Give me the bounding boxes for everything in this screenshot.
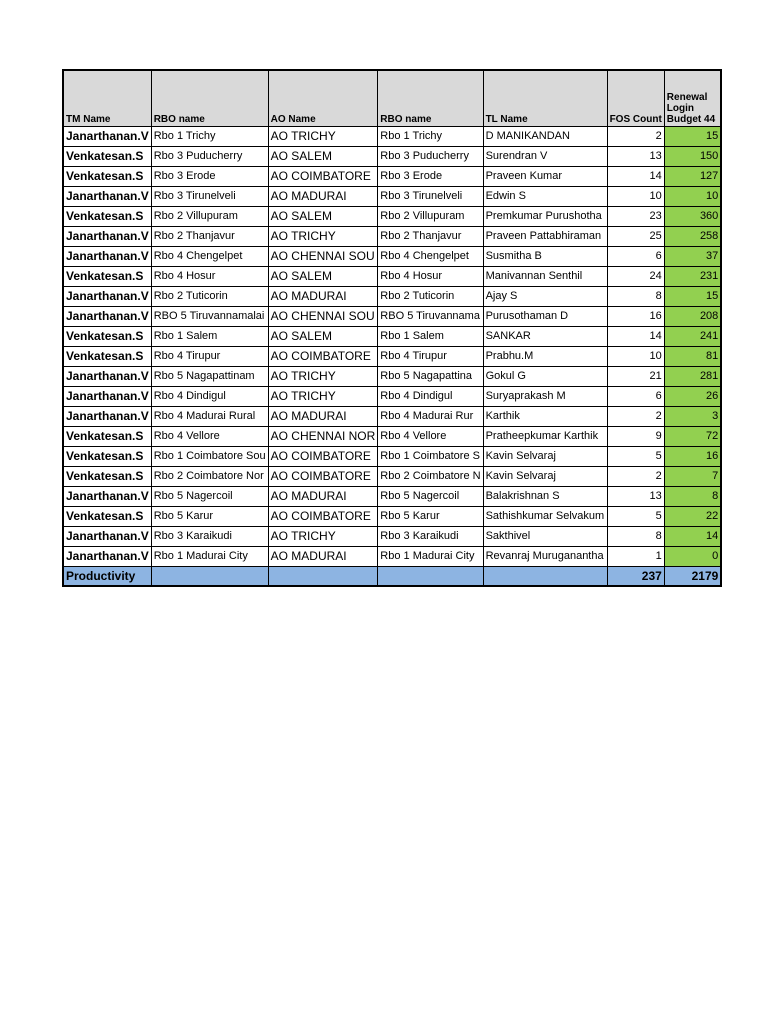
- rbo-name-2-cell: Rbo 3 Erode: [378, 167, 483, 187]
- budget-cell: 81: [664, 347, 721, 367]
- total-empty-cell: [151, 567, 268, 587]
- table-row: [63, 267, 721, 287]
- tm-name-cell: Janarthanan.V: [63, 227, 151, 247]
- rbo-name-cell: Rbo 1 Coimbatore Sou: [151, 447, 268, 467]
- header-rbo-name: RBO name: [151, 70, 268, 127]
- rbo-name-cell: RBO 5 Tiruvannamalai: [151, 307, 268, 327]
- ao-name-cell: AO TRICHY: [268, 527, 378, 547]
- ao-name-cell: AO MADURAI: [268, 407, 378, 427]
- table-row: [63, 467, 721, 487]
- rbo-name-2-cell: Rbo 2 Coimbatore N: [378, 467, 483, 487]
- tm-name-cell: Janarthanan.V: [63, 307, 151, 327]
- tl-name-cell: SANKAR: [483, 327, 607, 347]
- tm-name-cell: Janarthanan.V: [63, 187, 151, 207]
- fos-count-cell: 8: [607, 527, 664, 547]
- table-row: [63, 307, 721, 327]
- ao-name-cell: AO TRICHY: [268, 367, 378, 387]
- ao-name-cell: AO COIMBATORE: [268, 447, 378, 467]
- rbo-name-2-cell: Rbo 4 Vellore: [378, 427, 483, 447]
- table-row: [63, 147, 721, 167]
- tm-name-cell: Venkatesan.S: [63, 327, 151, 347]
- tm-name-cell: Venkatesan.S: [63, 447, 151, 467]
- rbo-name-2-cell: Rbo 4 Dindigul: [378, 387, 483, 407]
- tl-name-cell: Praveen Kumar: [483, 167, 607, 187]
- table-row: [63, 207, 721, 227]
- ao-name-cell: AO MADURAI: [268, 547, 378, 567]
- tl-name-cell: Praveen Pattabhiraman: [483, 227, 607, 247]
- fos-count-cell: 5: [607, 507, 664, 527]
- table-row: [63, 427, 721, 447]
- ao-name-cell: AO COIMBATORE: [268, 507, 378, 527]
- rbo-name-2-cell: Rbo 3 Tirunelveli: [378, 187, 483, 207]
- rbo-name-2-cell: Rbo 1 Salem: [378, 327, 483, 347]
- ao-name-cell: AO CHENNAI SOU: [268, 247, 378, 267]
- tl-name-cell: Gokul G: [483, 367, 607, 387]
- table-row: [63, 387, 721, 407]
- rbo-name-2-cell: Rbo 3 Karaikudi: [378, 527, 483, 547]
- table-row: [63, 247, 721, 267]
- rbo-name-cell: Rbo 1 Madurai City: [151, 547, 268, 567]
- total-budget: 2179: [664, 567, 721, 587]
- tm-name-cell: Janarthanan.V: [63, 487, 151, 507]
- tm-name-cell: Venkatesan.S: [63, 167, 151, 187]
- budget-cell: 3: [664, 407, 721, 427]
- ao-name-cell: AO SALEM: [268, 147, 378, 167]
- ao-name-cell: AO COIMBATORE: [268, 467, 378, 487]
- rbo-name-cell: Rbo 4 Chengelpet: [151, 247, 268, 267]
- budget-cell: 72: [664, 427, 721, 447]
- data-table: [62, 69, 722, 587]
- rbo-name-cell: Rbo 5 Nagapattinam: [151, 367, 268, 387]
- header-ao-name: AO Name: [268, 70, 378, 127]
- tl-name-cell: Karthik: [483, 407, 607, 427]
- fos-count-cell: 13: [607, 147, 664, 167]
- fos-count-cell: 1: [607, 547, 664, 567]
- fos-count-cell: 2: [607, 467, 664, 487]
- budget-cell: 0: [664, 547, 721, 567]
- tm-name-cell: Janarthanan.V: [63, 247, 151, 267]
- ao-name-cell: AO COIMBATORE: [268, 167, 378, 187]
- total-empty-cell: [378, 567, 483, 587]
- rbo-name-2-cell: Rbo 2 Villupuram: [378, 207, 483, 227]
- tm-name-cell: Janarthanan.V: [63, 367, 151, 387]
- tm-name-cell: Venkatesan.S: [63, 207, 151, 227]
- budget-cell: 16: [664, 447, 721, 467]
- tm-name-cell: Venkatesan.S: [63, 347, 151, 367]
- table-row: [63, 507, 721, 527]
- budget-cell: 150: [664, 147, 721, 167]
- rbo-name-2-cell: Rbo 2 Tuticorin: [378, 287, 483, 307]
- tm-name-cell: Venkatesan.S: [63, 147, 151, 167]
- tm-name-cell: Venkatesan.S: [63, 427, 151, 447]
- tl-name-cell: Manivannan Senthil: [483, 267, 607, 287]
- header-tm-name: TM Name: [63, 70, 151, 127]
- fos-count-cell: 25: [607, 227, 664, 247]
- ao-name-cell: AO MADURAI: [268, 287, 378, 307]
- rbo-name-cell: Rbo 1 Trichy: [151, 127, 268, 147]
- rbo-name-2-cell: Rbo 1 Madurai City: [378, 547, 483, 567]
- tm-name-cell: Venkatesan.S: [63, 507, 151, 527]
- header-fos-count: FOS Count: [607, 70, 664, 127]
- rbo-name-cell: Rbo 3 Puducherry: [151, 147, 268, 167]
- table-row: [63, 367, 721, 387]
- budget-cell: 14: [664, 527, 721, 547]
- tl-name-cell: Surendran V: [483, 147, 607, 167]
- rbo-name-2-cell: Rbo 4 Tirupur: [378, 347, 483, 367]
- ao-name-cell: AO SALEM: [268, 327, 378, 347]
- rbo-name-2-cell: Rbo 1 Coimbatore S: [378, 447, 483, 467]
- rbo-name-cell: Rbo 4 Tirupur: [151, 347, 268, 367]
- table-row: [63, 447, 721, 467]
- rbo-name-cell: Rbo 3 Karaikudi: [151, 527, 268, 547]
- rbo-name-cell: Rbo 2 Coimbatore Nor: [151, 467, 268, 487]
- tl-name-cell: Suryaprakash M: [483, 387, 607, 407]
- ao-name-cell: AO CHENNAI NOR: [268, 427, 378, 447]
- tl-name-cell: Purusothaman D: [483, 307, 607, 327]
- header-renewal-budget: Renewal Login Budget 44: [664, 70, 721, 127]
- rbo-name-2-cell: Rbo 4 Madurai Rur: [378, 407, 483, 427]
- tl-name-cell: Susmitha B: [483, 247, 607, 267]
- rbo-name-2-cell: Rbo 5 Nagercoil: [378, 487, 483, 507]
- rbo-name-cell: Rbo 4 Madurai Rural: [151, 407, 268, 427]
- budget-cell: 26: [664, 387, 721, 407]
- ao-name-cell: AO COIMBATORE: [268, 347, 378, 367]
- fos-count-cell: 8: [607, 287, 664, 307]
- budget-cell: 208: [664, 307, 721, 327]
- tm-name-cell: Janarthanan.V: [63, 547, 151, 567]
- budget-cell: 241: [664, 327, 721, 347]
- budget-cell: 281: [664, 367, 721, 387]
- rbo-name-2-cell: RBO 5 Tiruvannama: [378, 307, 483, 327]
- tl-name-cell: Prabhu.M: [483, 347, 607, 367]
- rbo-name-2-cell: Rbo 1 Trichy: [378, 127, 483, 147]
- rbo-name-2-cell: Rbo 5 Karur: [378, 507, 483, 527]
- rbo-name-cell: Rbo 2 Tuticorin: [151, 287, 268, 307]
- budget-cell: 127: [664, 167, 721, 187]
- ao-name-cell: AO TRICHY: [268, 387, 378, 407]
- ao-name-cell: AO TRICHY: [268, 227, 378, 247]
- tl-name-cell: Kavin Selvaraj: [483, 467, 607, 487]
- total-label: Productivity: [63, 567, 151, 587]
- table-row: [63, 487, 721, 507]
- ao-name-cell: AO TRICHY: [268, 127, 378, 147]
- tl-name-cell: Balakrishnan S: [483, 487, 607, 507]
- budget-cell: 231: [664, 267, 721, 287]
- rbo-name-cell: Rbo 2 Villupuram: [151, 207, 268, 227]
- tl-name-cell: Sathishkumar Selvakum: [483, 507, 607, 527]
- table-row: [63, 327, 721, 347]
- tl-name-cell: Kavin Selvaraj: [483, 447, 607, 467]
- table-row: [63, 127, 721, 147]
- fos-count-cell: 13: [607, 487, 664, 507]
- rbo-name-cell: Rbo 3 Tirunelveli: [151, 187, 268, 207]
- budget-cell: 15: [664, 287, 721, 307]
- fos-count-cell: 16: [607, 307, 664, 327]
- rbo-name-2-cell: Rbo 4 Hosur: [378, 267, 483, 287]
- fos-count-cell: 14: [607, 167, 664, 187]
- ao-name-cell: AO SALEM: [268, 267, 378, 287]
- rbo-name-cell: Rbo 5 Nagercoil: [151, 487, 268, 507]
- ao-name-cell: AO MADURAI: [268, 487, 378, 507]
- rbo-name-2-cell: Rbo 3 Puducherry: [378, 147, 483, 167]
- table-row: [63, 527, 721, 547]
- tl-name-cell: D MANIKANDAN: [483, 127, 607, 147]
- total-row: [63, 567, 721, 587]
- rbo-name-cell: Rbo 4 Vellore: [151, 427, 268, 447]
- tl-name-cell: Premkumar Purushotha: [483, 207, 607, 227]
- tm-name-cell: Janarthanan.V: [63, 127, 151, 147]
- rbo-name-cell: Rbo 4 Hosur: [151, 267, 268, 287]
- table-row: [63, 407, 721, 427]
- fos-count-cell: 2: [607, 407, 664, 427]
- fos-count-cell: 10: [607, 187, 664, 207]
- header-tl-name: TL Name: [483, 70, 607, 127]
- total-empty-cell: [483, 567, 607, 587]
- rbo-name-cell: Rbo 4 Dindigul: [151, 387, 268, 407]
- rbo-name-cell: Rbo 5 Karur: [151, 507, 268, 527]
- fos-count-cell: 24: [607, 267, 664, 287]
- table-row: [63, 347, 721, 367]
- tl-name-cell: Revanraj Muruganantha: [483, 547, 607, 567]
- budget-cell: 37: [664, 247, 721, 267]
- header-row: [63, 70, 721, 127]
- table-row: [63, 227, 721, 247]
- header-rbo-name-2: RBO name: [378, 70, 483, 127]
- rbo-name-2-cell: Rbo 5 Nagapattina: [378, 367, 483, 387]
- fos-count-cell: 21: [607, 367, 664, 387]
- ao-name-cell: AO MADURAI: [268, 187, 378, 207]
- fos-count-cell: 2: [607, 127, 664, 147]
- table-row: [63, 547, 721, 567]
- budget-cell: 22: [664, 507, 721, 527]
- tm-name-cell: Janarthanan.V: [63, 387, 151, 407]
- rbo-name-cell: Rbo 1 Salem: [151, 327, 268, 347]
- tm-name-cell: Venkatesan.S: [63, 267, 151, 287]
- rbo-name-cell: Rbo 2 Thanjavur: [151, 227, 268, 247]
- tm-name-cell: Venkatesan.S: [63, 467, 151, 487]
- total-fos-count: 237: [607, 567, 664, 587]
- budget-cell: 10: [664, 187, 721, 207]
- budget-cell: 360: [664, 207, 721, 227]
- tm-name-cell: Janarthanan.V: [63, 527, 151, 547]
- rbo-name-2-cell: Rbo 4 Chengelpet: [378, 247, 483, 267]
- table-row: [63, 187, 721, 207]
- tm-name-cell: Janarthanan.V: [63, 287, 151, 307]
- rbo-name-cell: Rbo 3 Erode: [151, 167, 268, 187]
- fos-count-cell: 5: [607, 447, 664, 467]
- budget-cell: 15: [664, 127, 721, 147]
- total-empty-cell: [268, 567, 378, 587]
- budget-cell: 258: [664, 227, 721, 247]
- fos-count-cell: 14: [607, 327, 664, 347]
- tm-name-cell: Janarthanan.V: [63, 407, 151, 427]
- fos-count-cell: 6: [607, 247, 664, 267]
- table-row: [63, 167, 721, 187]
- rbo-name-2-cell: Rbo 2 Thanjavur: [378, 227, 483, 247]
- tl-name-cell: Ajay S: [483, 287, 607, 307]
- fos-count-cell: 23: [607, 207, 664, 227]
- fos-count-cell: 10: [607, 347, 664, 367]
- tl-name-cell: Edwin S: [483, 187, 607, 207]
- fos-count-cell: 6: [607, 387, 664, 407]
- fos-count-cell: 9: [607, 427, 664, 447]
- ao-name-cell: AO SALEM: [268, 207, 378, 227]
- tl-name-cell: Sakthivel: [483, 527, 607, 547]
- budget-cell: 7: [664, 467, 721, 487]
- table-row: [63, 287, 721, 307]
- ao-name-cell: AO CHENNAI SOU: [268, 307, 378, 327]
- tl-name-cell: Pratheepkumar Karthik: [483, 427, 607, 447]
- budget-cell: 8: [664, 487, 721, 507]
